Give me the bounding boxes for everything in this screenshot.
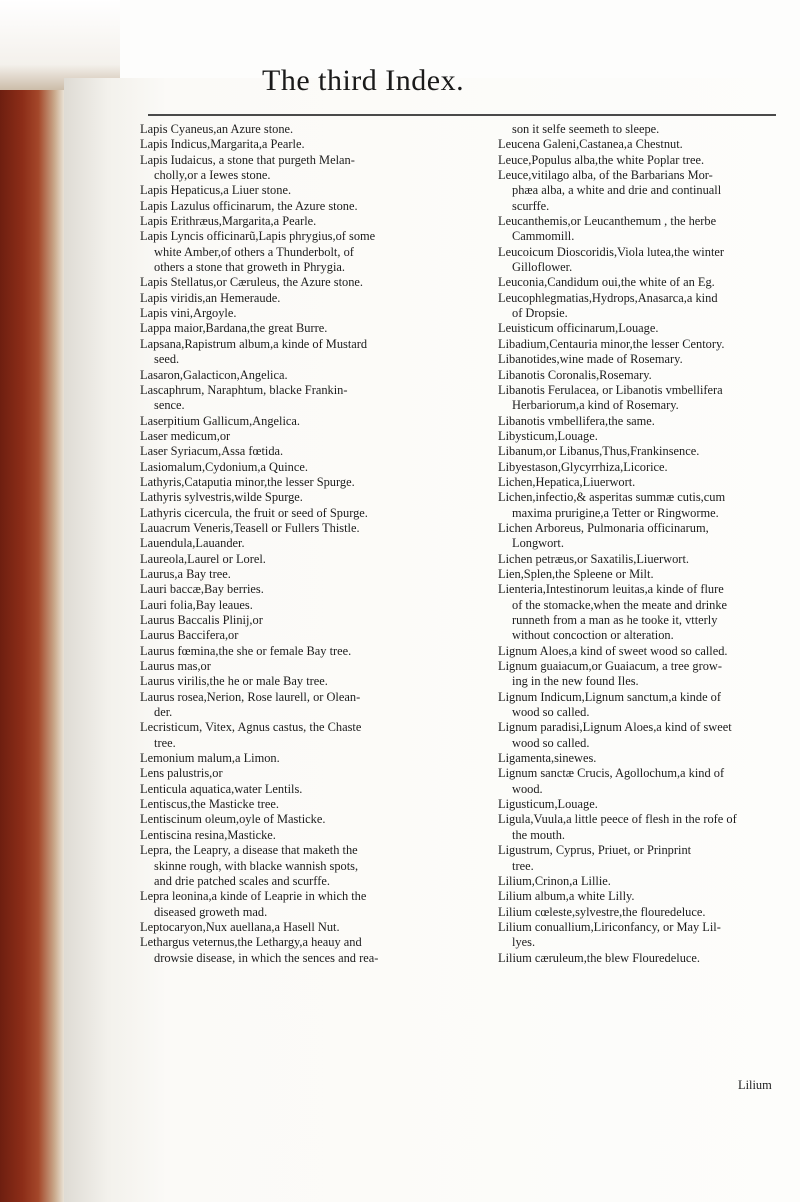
index-line: Libyestason,Glycyrrhiza,Licorice. xyxy=(498,459,668,474)
index-line: Lapis Lyncis officinarũ,Lapis phrygius,of some xyxy=(140,229,376,244)
index-line: Laserpitium Gallicum,Angelica. xyxy=(140,413,300,428)
index-line: Lignum Indicum,Lignum sanctum,a kinde of xyxy=(498,689,721,704)
index-line: Lapis Stellatus,or Cæruleus, the Azure stone. xyxy=(140,275,363,290)
index-line: white Amber,of others a Thunderbolt, of xyxy=(154,244,354,259)
index-line: Lethargus veternus,the Lethargy,a heauy and xyxy=(140,935,362,950)
index-line: drowsie disease, in which the sences and rea- xyxy=(154,950,379,965)
index-line: of Dropsie. xyxy=(512,306,568,321)
index-line: Libanotis Coronalis,Rosemary. xyxy=(498,367,652,382)
index-line: Laurus Baccalis Plinij,or xyxy=(140,613,263,627)
index-line: skinne rough, with blacke wannish spots, xyxy=(154,858,359,873)
index-line: Lichen Arboreus, Pulmonaria officinarum, xyxy=(498,520,709,535)
index-line: sence. xyxy=(154,398,185,413)
index-line: Lienteria,Intestinorum leuitas,a kinde of flure xyxy=(498,582,724,597)
index-line: Ligustrum, Cyprus, Priuet, or Prinprint xyxy=(498,843,692,858)
index-line: Lentiscinum oleum,oyle of Masticke. xyxy=(140,812,326,827)
index-line: ing in the new found Iles. xyxy=(512,674,639,689)
index-line: Lapis Erithræus,Margarita,a Pearle. xyxy=(140,214,317,229)
book-spine-edge xyxy=(0,90,64,1202)
index-line: and drie patched scales and scurffe. xyxy=(154,873,330,888)
index-line: Lauri folia,Bay leaues. xyxy=(140,597,253,612)
index-line: Leucophlegmatias,Hydrops,Anasarca,a kind xyxy=(498,290,718,305)
index-line: Herbariorum,a kind of Rosemary. xyxy=(512,398,679,413)
index-line: Laser medicum,or xyxy=(140,428,231,443)
index-line: Longwort. xyxy=(512,536,564,551)
index-line: Lens palustris,or xyxy=(140,766,223,781)
index-line: Lauendula,Lauander. xyxy=(140,536,245,551)
index-line: tree. xyxy=(154,735,176,750)
index-line: runneth from a man as he tooke it, vtterly xyxy=(512,613,718,627)
index-line: der. xyxy=(154,705,173,720)
index-line: Ligamenta,sinewes. xyxy=(498,751,597,766)
index-line: Lilium cæruleum,the blew Flouredeluce. xyxy=(498,950,700,965)
index-line: Laurus,a Bay tree. xyxy=(140,566,231,581)
index-line: Lilium cœleste,sylvestre,the flouredeluce. xyxy=(498,904,706,919)
index-line: Lappa maior,Bardana,the great Burre. xyxy=(140,321,328,336)
index-line: Gilloflower. xyxy=(512,260,573,275)
index-line: Leucoicum Dioscoridis,Viola lutea,the winter xyxy=(498,244,725,259)
index-line: Lapis vini,Argoyle. xyxy=(140,306,237,321)
index-line: Laureola,Laurel or Lorel. xyxy=(140,551,266,566)
index-line: Lascaphrum, Naraphtum, blacke Frankin- xyxy=(140,382,348,397)
index-line: Laurus mas,or xyxy=(140,659,211,674)
index-line: son it selfe seemeth to sleepe. xyxy=(512,122,660,136)
index-line: Ligusticum,Louage. xyxy=(498,797,598,812)
header-rule xyxy=(148,114,776,116)
index-line: phæa alba, a white and drie and continuall xyxy=(512,183,722,198)
index-line: of the stomacke,when the meate and drinke xyxy=(512,597,728,612)
index-line: cholly,or a Iewes stone. xyxy=(154,168,271,183)
index-line: Lilium conuallium,Liriconfancy, or May Lil- xyxy=(498,919,721,934)
index-line: Lignum sanctæ Crucis, Agollochum,a kind of xyxy=(498,766,725,781)
index-line: Leuce,Populus alba,the white Poplar tree. xyxy=(498,152,705,167)
index-line: Laser Syriacum,Assa fœtida. xyxy=(140,444,284,459)
index-line: wood so called. xyxy=(512,735,590,750)
index-line: Ligula,Vuula,a little peece of flesh in the rofe of xyxy=(498,812,737,827)
index-line: maxima prurigine,a Tetter or Ringworme. xyxy=(512,505,719,520)
index-line: Lentiscina resina,Masticke. xyxy=(140,827,276,842)
index-line: others a stone that groweth in Phrygia. xyxy=(154,260,345,275)
index-line: Lichen petræus,or Saxatilis,Liuerwort. xyxy=(498,551,689,566)
index-line: lyes. xyxy=(512,935,536,950)
index-line: Leuconia,Candidum oui,the white of an Eg. xyxy=(498,275,715,290)
index-line: Lapis Hepaticus,a Liuer stone. xyxy=(140,183,292,198)
index-line: Lapis Indicus,Margarita,a Pearle. xyxy=(140,137,305,152)
index-line: Lapis viridis,an Hemeraude. xyxy=(140,290,281,305)
index-line: Lasiomalum,Cydonium,a Quince. xyxy=(140,459,308,474)
index-line: Laurus Baccifera,or xyxy=(140,628,239,643)
index-line: Leucena Galeni,Castanea,a Chestnut. xyxy=(498,137,683,152)
index-line: Lapis Cyaneus,an Azure stone. xyxy=(140,122,294,136)
index-line: Laurus fœmina,the she or female Bay tree. xyxy=(140,643,352,658)
index-line: wood. xyxy=(512,781,543,796)
index-line: Lenticula aquatica,water Lentils. xyxy=(140,781,303,796)
right-column xyxy=(498,122,788,966)
index-line: Lathyris cicercula, the fruit or seed of Spurge. xyxy=(140,505,368,520)
page-title: The third Index. xyxy=(262,64,465,97)
index-line: Lapis Iudaicus, a stone that purgeth Melan- xyxy=(140,152,355,167)
index-line: Leuce,vitilago alba, of the Barbarians Mor- xyxy=(498,168,713,183)
index-line: Laurus rosea,Nerion, Rose laurell, or Olean- xyxy=(140,689,361,704)
catchword: Lilium xyxy=(738,1078,772,1092)
index-line: Lignum paradisi,Lignum Aloes,a kind of sweet xyxy=(498,720,732,735)
index-line: Lasaron,Galacticon,Angelica. xyxy=(140,367,288,382)
index-line: seed. xyxy=(154,352,180,367)
index-line: wood so called. xyxy=(512,705,590,720)
index-line: scurffe. xyxy=(512,198,550,213)
index-line: tree. xyxy=(512,858,534,873)
index-line: Lathyris,Cataputia minor,the lesser Spurge. xyxy=(140,474,355,489)
index-line: Libanotides,wine made of Rosemary. xyxy=(498,352,683,367)
index-line: Lapsana,Rapistrum album,a kinde of Mustard xyxy=(140,336,368,351)
index-line: Libanum,or Libanus,Thus,Frankinsence. xyxy=(498,444,700,459)
index-line: Leuisticum officinarum,Louage. xyxy=(498,321,659,336)
index-line: Lichen,infectio,& asperitas summæ cutis,cum xyxy=(498,490,726,505)
index-line: Lecristicum, Vitex, Agnus castus, the Chaste xyxy=(140,720,362,735)
left-column xyxy=(140,122,478,966)
index-line: Lilium album,a white Lilly. xyxy=(498,889,635,904)
index-line: Lichen,Hepatica,Liuerwort. xyxy=(498,474,636,489)
index-line: the mouth. xyxy=(512,827,565,842)
index-line: Lien,Splen,the Spleene or Milt. xyxy=(498,566,654,581)
index-line: diseased groweth mad. xyxy=(154,904,268,919)
index-line: Laurus virilis,the he or male Bay tree. xyxy=(140,674,328,689)
index-line: Leptocaryon,Nux auellana,a Hasell Nut. xyxy=(140,919,340,934)
index-line: Lapis Lazulus officinarum, the Azure stone. xyxy=(140,198,358,213)
index-line: Lemonium malum,a Limon. xyxy=(140,751,280,766)
index-line: Lauacrum Veneris,Teasell or Fullers Thistle. xyxy=(140,520,360,535)
index-line: Libanotis vmbellifera,the same. xyxy=(498,413,655,428)
index-line: Lepra, the Leapry, a disease that maketh the xyxy=(140,843,358,858)
index-line: Libadium,Centauria minor,the lesser Centory. xyxy=(498,336,725,351)
index-line: without concoction or alteration. xyxy=(512,628,674,643)
index-line: Lignum guaiacum,or Guaiacum, a tree grow- xyxy=(498,659,722,674)
index-line: Lauri baccæ,Bay berries. xyxy=(140,582,264,597)
index-line: Lilium,Crinon,a Lillie. xyxy=(498,873,611,888)
index-line: Cammomill. xyxy=(512,229,575,244)
index-line: Libanotis Ferulacea, or Libanotis vmbellifera xyxy=(498,382,723,397)
index-line: Lathyris sylvestris,wilde Spurge. xyxy=(140,490,303,505)
index-line: Lepra leonina,a kinde of Leaprie in which the xyxy=(140,889,367,904)
index-line: Libysticum,Louage. xyxy=(498,428,598,443)
index-line: Lentiscus,the Masticke tree. xyxy=(140,797,280,812)
index-line: Leucanthemis,or Leucanthemum , the herbe xyxy=(498,214,717,229)
index-line: Lignum Aloes,a kind of sweet wood so called. xyxy=(498,643,728,658)
